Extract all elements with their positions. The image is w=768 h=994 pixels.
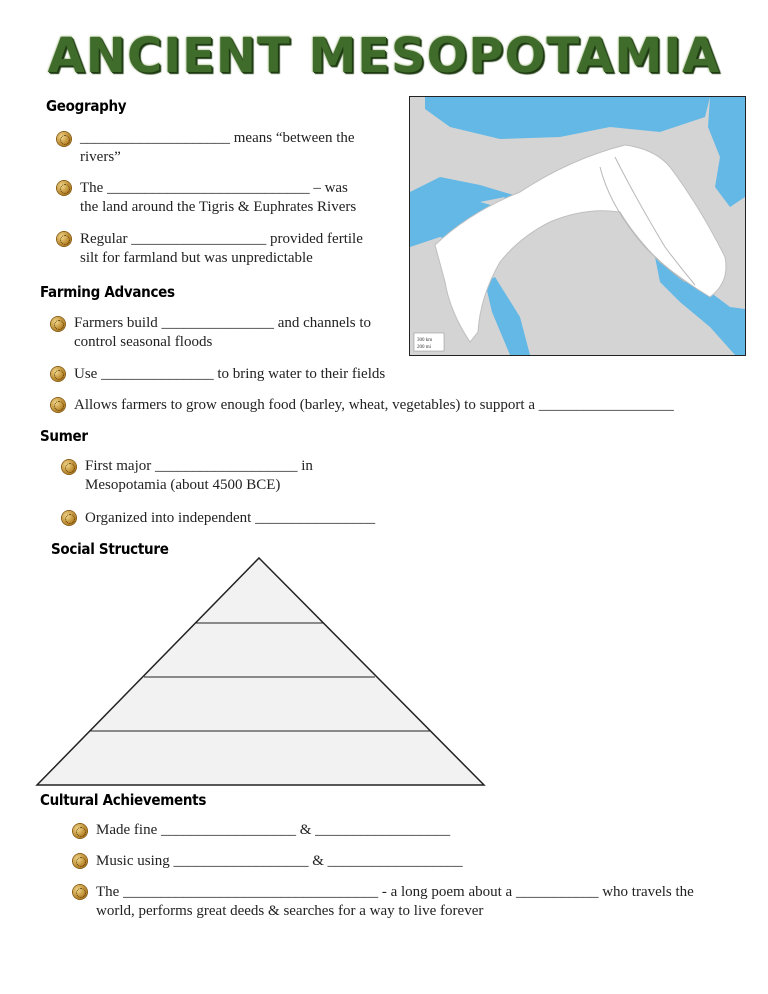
sumer-item-1: First major ___________________ in Mesopotamia (about 4500 BCE) <box>85 458 313 493</box>
coin-bullet-icon <box>57 232 71 246</box>
coin-bullet-icon <box>57 181 71 195</box>
cultural-item-1: Made fine __________________ & __________________ <box>96 822 451 838</box>
coin-bullet-icon <box>51 367 65 381</box>
farming-item-3: Allows farmers to grow enough food (barley, wheat, vegetables) to support a __________________ <box>74 397 674 413</box>
worksheet-title: ANCIENT MESOPOTAMIA <box>47 28 721 84</box>
coin-bullet-icon <box>73 885 87 899</box>
map-scale-km: 300 km <box>417 338 433 343</box>
coin-bullet-icon <box>62 460 76 474</box>
farming-item-2: Use _______________ to bring water to their fields <box>74 366 386 382</box>
geography-heading: Geography <box>46 97 127 115</box>
fertile-crescent-map <box>409 96 746 356</box>
cultural-heading: Cultural Achievements <box>40 791 207 809</box>
map-scale-mi: 200 mi <box>417 345 432 350</box>
sumer-heading: Sumer <box>40 427 88 445</box>
coin-bullet-icon <box>51 317 65 331</box>
coin-bullet-icon <box>73 854 87 868</box>
coin-bullet-icon <box>73 824 87 838</box>
social-pyramid <box>35 556 487 788</box>
social-structure-heading: Social Structure <box>51 540 169 558</box>
coin-bullet-icon <box>62 511 76 525</box>
farming-item-1: Farmers build _______________ and channels to control seasonal floods <box>74 315 372 350</box>
geography-item-3: Regular __________________ provided fertile silt for farmland but was unpredictable <box>80 231 363 266</box>
coin-bullet-icon <box>57 132 71 146</box>
cultural-item-3: The __________________________________ - a long poem about a ___________ who travels the world, performs great deeds & searches for a way to live forever <box>96 884 694 919</box>
sumer-item-2: Organized into independent ________________ <box>85 510 376 526</box>
coin-bullet-icon <box>51 398 65 412</box>
cultural-item-2: Music using __________________ & __________________ <box>96 853 463 869</box>
geography-item-1: ____________________ means “between the rivers” <box>80 130 355 165</box>
geography-item-2: The ___________________________ – was the land around the Tigris & Euphrates Rivers <box>80 180 357 215</box>
farming-heading: Farming Advances <box>40 283 175 301</box>
